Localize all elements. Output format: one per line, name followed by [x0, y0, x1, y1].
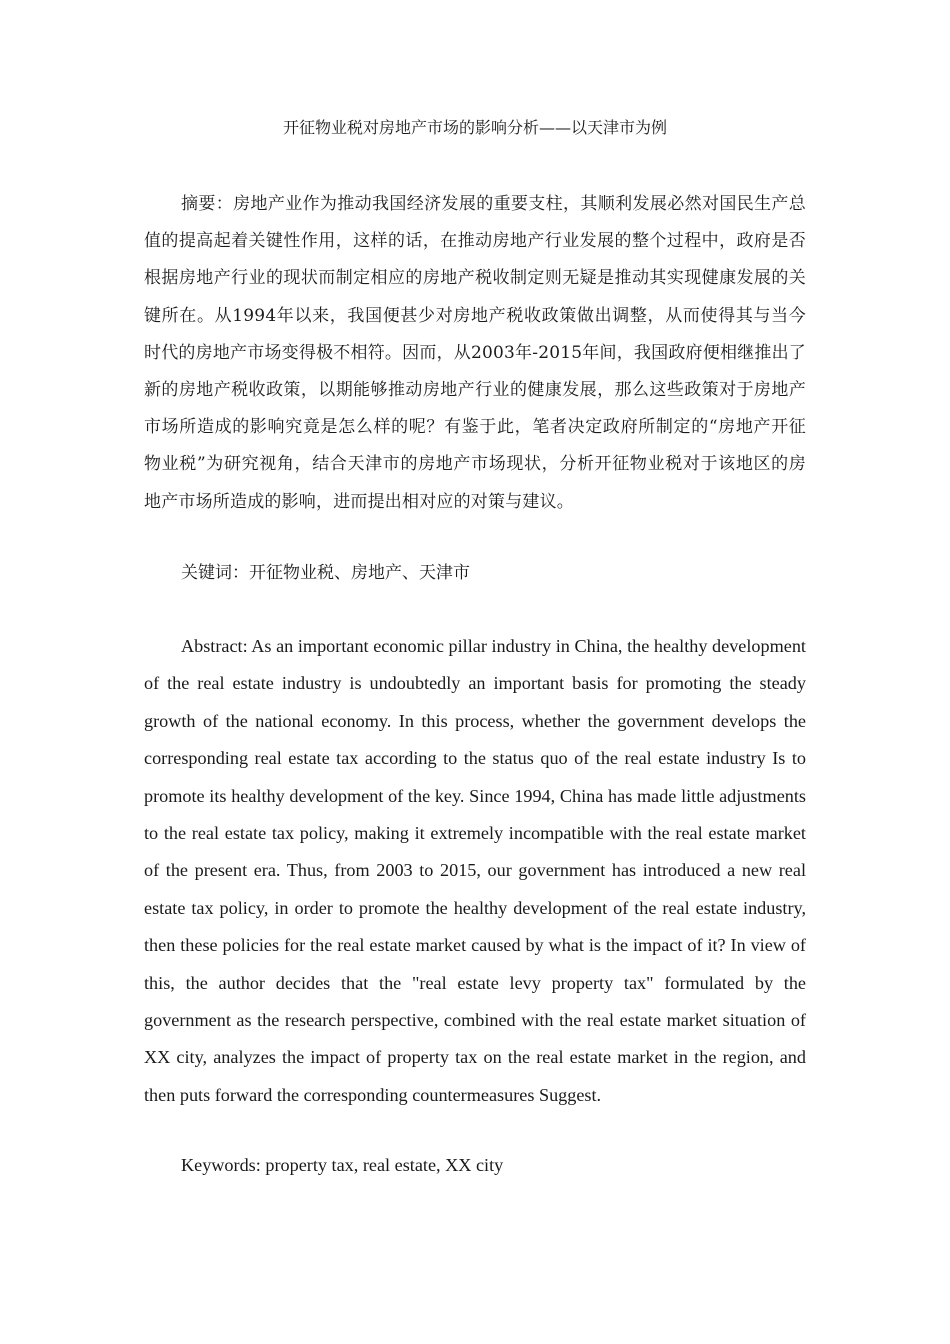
- chinese-abstract: 摘要：房地产业作为推动我国经济发展的重要支柱，其顺利发展必然对国民生产总值的提高起着关键性作用，这样的话，在推动房地产行业发展的整个过程中，政府是否根据房地产行业的现状而制定相应的房地产税收制定则无疑是推动其实现健康发展的关键所在。从1994年以来，我国便甚少对房地产税收政策做出调整，从而使得其与当今时代的房地产市场变得极不相符。因而，从2003年-2015年间，我国政府便相继推出了新的房地产税收政策，以期能够推动房地产行业的健康发展，那么这些政策对于房地产市场所造成的影响究竟是怎么样的呢？有鉴于此，笔者决定政府所制定的“房地产开征物业税”为研究视角，结合天津市的房地产市场现状，分析开征物业税对于该地区的房地产市场所造成的影响，进而提出相对应的对策与建议。: [144, 194, 806, 512]
- page-title: 开征物业税对房地产市场的影响分析——以天津市为例: [282, 118, 667, 137]
- english-keywords: Keywords: property tax, real estate, XX city: [181, 1155, 504, 1175]
- chinese-keywords: 关键词：开征物业税、房地产、天津市: [181, 563, 470, 583]
- english-abstract: Abstract: As an important economic pillar industry in China, the healthy development of the real estate industry is undoubtedly an important basis for promoting the steady growth of the national economy. In this process, whether the government develops the corresponding real estate tax according to the status quo of the real estate industry Is to promote its healthy development of the key. Since 1994, China has made little adjustments to the real estate tax policy, making it extremely incompatible with the real estate market of the present era. Thus, from 2003 to 2015, our government has introduced a new real estate tax policy, in order to promote the healthy development of the real estate industry, then these policies for the real estate market caused by what is the impact of it? In view of this, the author decides that the "real estate levy property tax" formulated by the government as the research perspective, combined with the real estate market situation of XX city, analyzes the impact of property tax on the real estate market in the region, and then puts forward the corresponding countermeasures Suggest.: [144, 636, 806, 1105]
